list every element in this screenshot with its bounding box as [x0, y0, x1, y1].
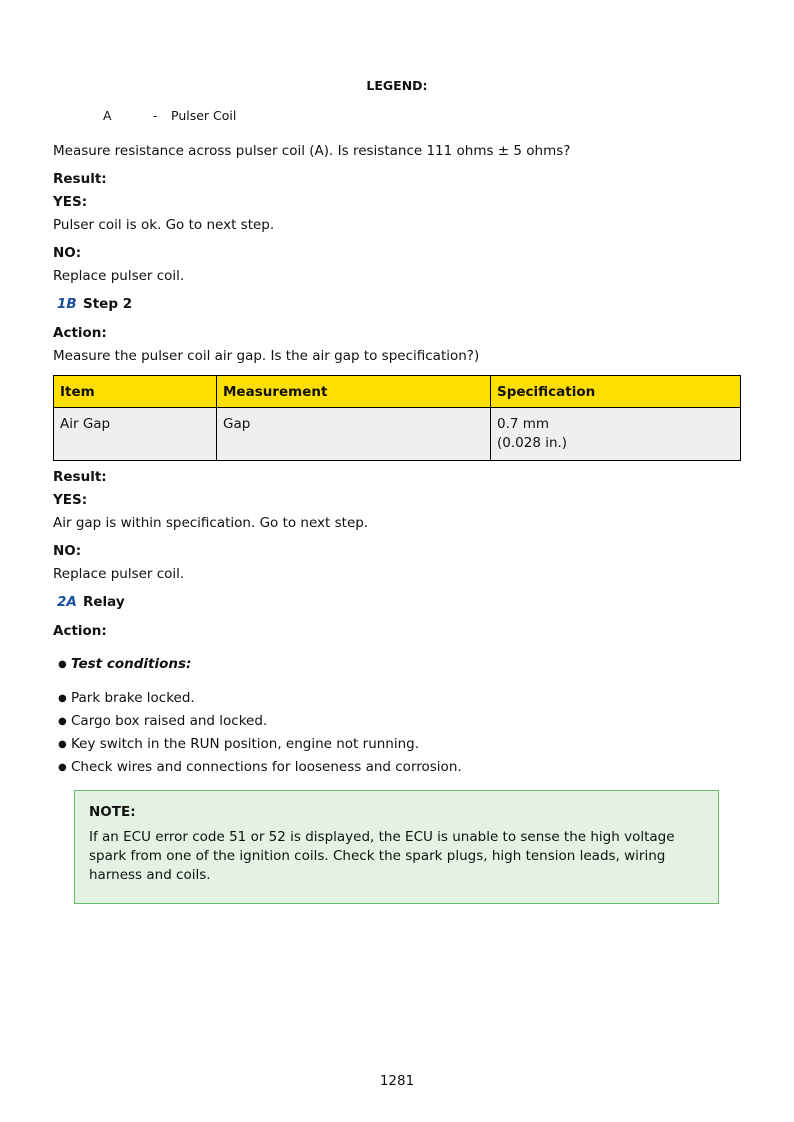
step1-yes-text: Pulser coil is ok. Go to next step.	[53, 217, 275, 233]
list-item: Park brake locked.	[71, 690, 195, 706]
step2-no-label: NO:	[53, 543, 82, 559]
bullet-icon: ●	[58, 659, 67, 670]
bullet-icon: ●	[58, 739, 67, 750]
step1-no-text: Replace pulser coil.	[53, 268, 185, 284]
table-cell-specification	[491, 408, 741, 461]
step3-action-label: Action:	[53, 623, 107, 639]
step2-result-label: Result:	[53, 469, 107, 485]
table-cell-item: Air Gap	[54, 408, 217, 461]
step3-title: Relay	[83, 594, 125, 610]
table-header-row	[54, 376, 741, 408]
note-text: If an ECU error code 51 or 52 is displayed, the ECU is unable to sense the high voltage spark from one of the ignition coils. Check the spark plugs, high tension leads, wiring harness and coils.	[89, 829, 675, 883]
table-row	[54, 408, 741, 461]
legend-separator: -	[153, 108, 158, 123]
specification-table	[53, 375, 741, 461]
list-item: Key switch in the RUN position, engine not running.	[71, 736, 420, 752]
table-header-measurement: Measurement	[217, 376, 491, 408]
step2-id: 1B	[57, 296, 77, 312]
note-title: NOTE:	[89, 804, 136, 820]
spec-value-metric: 0.7 mm	[497, 416, 550, 432]
legend-value: Pulser Coil	[171, 108, 237, 123]
step2-action-label: Action:	[53, 325, 107, 341]
bullet-icon: ●	[58, 693, 67, 704]
step2-yes-text: Air gap is within specification. Go to next step.	[53, 515, 369, 531]
legend-key: A	[103, 108, 112, 123]
list-item: Cargo box raised and locked.	[71, 713, 268, 729]
step1-yes-label: YES:	[53, 194, 88, 210]
table-header-item: Item	[54, 376, 217, 408]
test-conditions-label: Test conditions:	[71, 656, 192, 672]
step3-id: 2A	[57, 594, 77, 610]
spec-value-imperial: (0.028 in.)	[497, 435, 568, 451]
legend-title: LEGEND:	[366, 78, 428, 93]
list-item: Check wires and connections for looseness and corrosion.	[71, 759, 462, 775]
note-box	[74, 790, 719, 904]
page-number: 1281	[379, 1073, 415, 1089]
step1-result-label: Result:	[53, 171, 107, 187]
table-header-specification: Specification	[491, 376, 741, 408]
step1-question: Measure resistance across pulser coil (A). Is resistance 111 ohms ± 5 ohms?	[53, 143, 571, 159]
step2-yes-label: YES:	[53, 492, 88, 508]
bullet-icon: ●	[58, 716, 67, 727]
bullet-icon: ●	[58, 762, 67, 773]
step2-question: Measure the pulser coil air gap. Is the air gap to specification?)	[53, 348, 480, 364]
step2-no-text: Replace pulser coil.	[53, 566, 185, 582]
step2-title: Step 2	[83, 296, 133, 312]
step1-no-label: NO:	[53, 245, 82, 261]
table-cell-measurement: Gap	[217, 408, 491, 461]
